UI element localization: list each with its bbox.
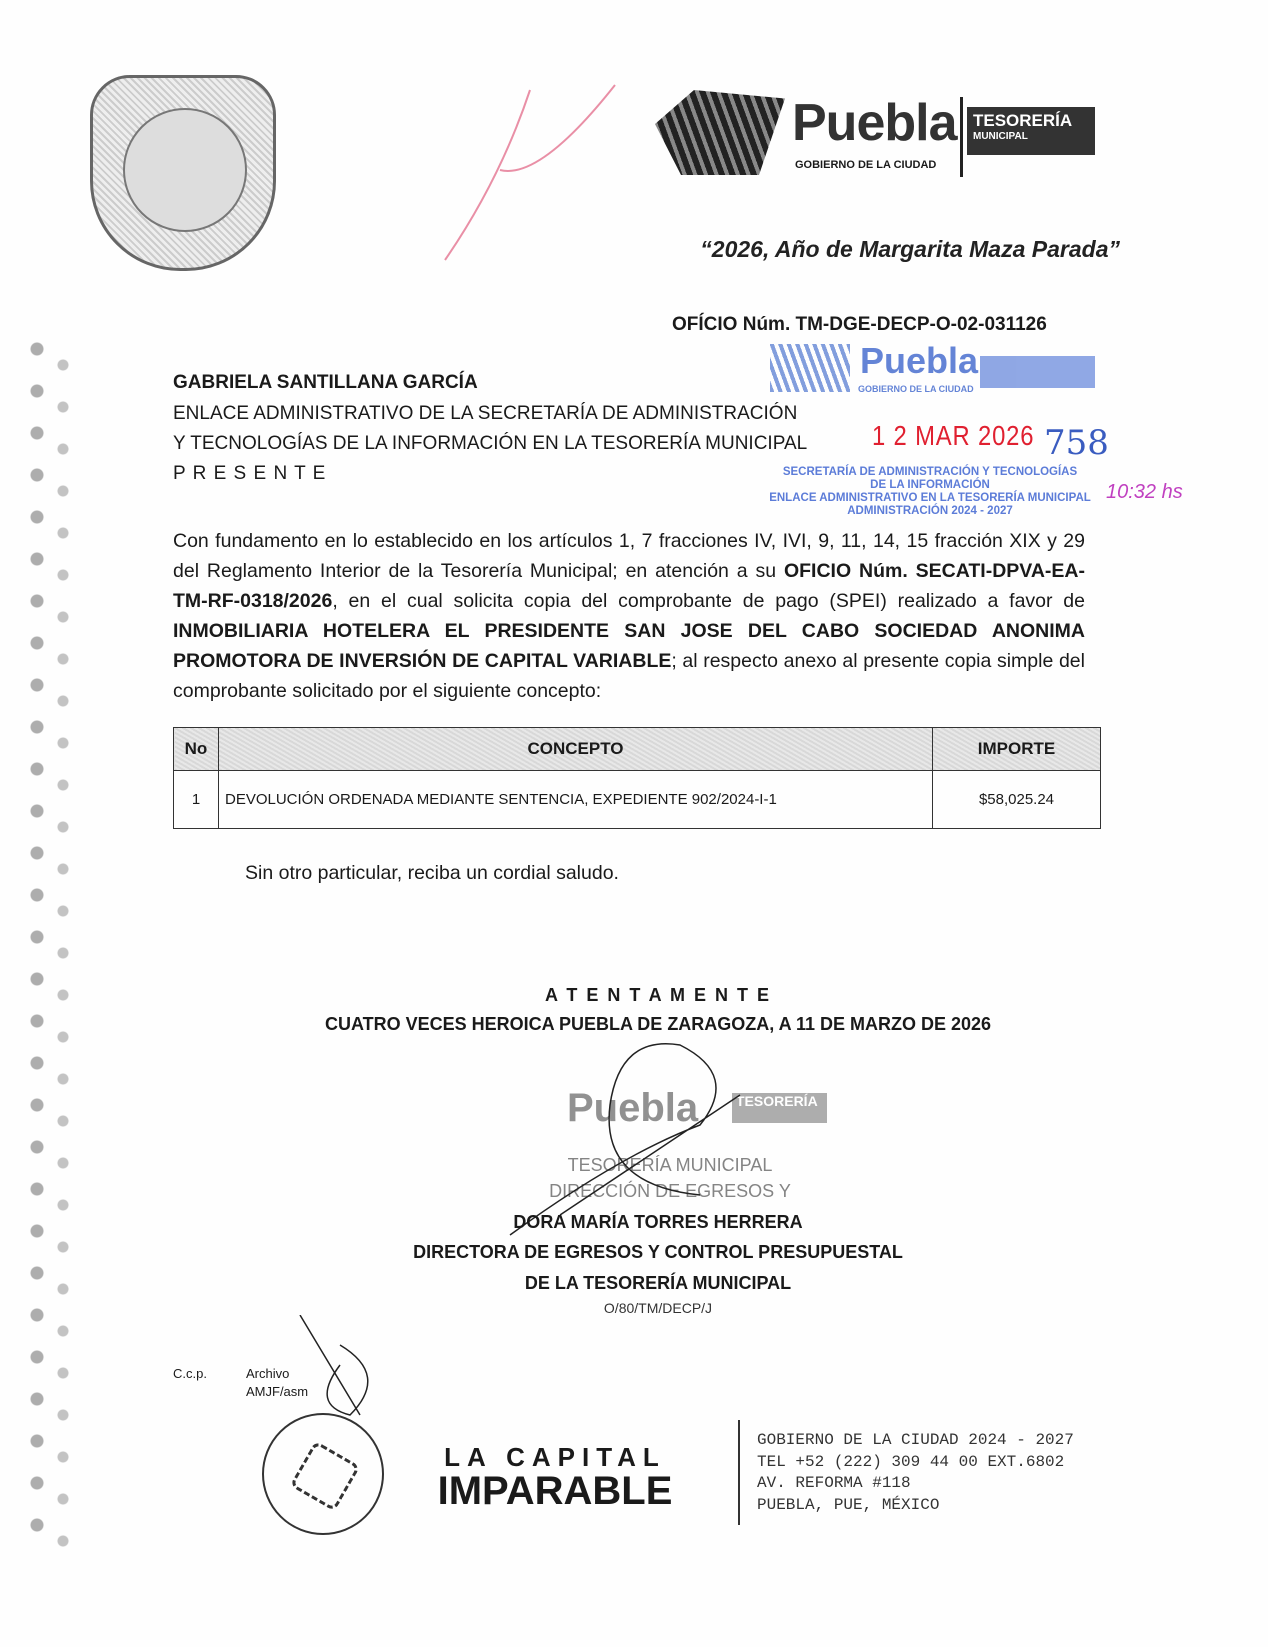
- brand-line-1: LA CAPITAL: [444, 1442, 666, 1472]
- logo-emblem-icon: [655, 90, 785, 175]
- signer-name: DORA MARÍA TORRES HERRERA: [513, 1212, 803, 1232]
- reception-folio: 758: [1044, 423, 1109, 463]
- stamp-text-2: DE LA INFORMACIÓN: [870, 479, 990, 491]
- cell-concepto: DEVOLUCIÓN ORDENADA MEDIANTE SENTENCIA, EXPEDIENTE 902/2024-I-1: [219, 771, 933, 829]
- stamp-text-4: ADMINISTRACIÓN 2024 - 2027: [847, 505, 1013, 517]
- reception-stamp-text: [760, 466, 1100, 518]
- cell-importe: $58,025.24: [933, 771, 1101, 829]
- stamp-text-3: ENLACE ADMINISTRATIVO EN LA TESORERÍA MUNICIPAL: [769, 492, 1091, 504]
- cell-no: 1: [174, 771, 219, 829]
- stamp-emblem-icon: [770, 344, 850, 392]
- logo-box: [967, 107, 1095, 155]
- recipient-name: GABRIELA SANTILLANA GARCÍA: [173, 372, 478, 393]
- concept-table: [173, 727, 1101, 829]
- footer-line: PUEBLA, PUE, MÉXICO: [757, 1495, 940, 1514]
- body-paragraph: [173, 526, 1085, 706]
- logo-sub: GOBIERNO DE LA CIUDAD: [795, 159, 937, 171]
- header-importe: IMPORTE: [933, 728, 1101, 771]
- signer-title-1: DIRECTORA DE EGRESOS Y CONTROL PRESUPUESTAL: [413, 1242, 903, 1262]
- stamp-logo-sub: GOBIERNO DE LA CIUDAD: [858, 384, 974, 394]
- footer-contact: [757, 1430, 1074, 1516]
- reception-date: 1 2 MAR 2026: [872, 420, 1035, 451]
- la-capital-imparable-logo: [405, 1442, 705, 1513]
- sig-stamp-line-2: DIRECCIÓN DE EGRESOS Y: [549, 1181, 791, 1201]
- table-header: [174, 728, 1101, 771]
- footer-line: GOBIERNO DE LA CIUDAD 2024 - 2027: [757, 1431, 1074, 1449]
- ccp-label: C.c.p.: [173, 1366, 207, 1381]
- presente: P R E S E N T E: [173, 463, 327, 484]
- body-text: ; al respecto anexo al presente copia simple del comprobante solicitado por el siguiente concepto:: [173, 650, 1085, 702]
- recipient-title-2: Y TECNOLOGÍAS DE LA INFORMACIÓN EN LA TESORERÍA MUNICIPAL: [173, 433, 808, 454]
- logo-word: Puebla: [792, 94, 957, 152]
- logo-box-title: TESORERÍA: [973, 111, 1073, 130]
- header-no: No: [174, 728, 219, 771]
- ccp-line-2: AMJF/asm: [246, 1384, 309, 1399]
- handwritten-time: 10:32 hs: [1106, 481, 1183, 503]
- pen-mark: [440, 80, 620, 270]
- closing: Sin otro particular, reciba un cordial saludo.: [245, 862, 619, 884]
- atentamente: A T E N T A M E N T E: [545, 985, 771, 1005]
- referenced-oficio: OFICIO Núm. SECATI-DPVA-EA-TM-RF-0318/2026: [173, 560, 1085, 612]
- recipient-title-1: ENLACE ADMINISTRATIVO DE LA SECRETARÍA DE ADMINISTRACIÓN: [173, 403, 798, 424]
- sig-stamp-line-1: TESORERÍA MUNICIPAL: [567, 1155, 773, 1175]
- ccp-line-1: Archivo: [246, 1366, 290, 1381]
- equality-norm-badge-icon: [262, 1413, 384, 1535]
- logo-box-sub: MUNICIPAL: [973, 131, 1028, 142]
- footer-divider: [738, 1420, 740, 1525]
- year-motto: “2026, Año de Margarita Maza Parada”: [700, 236, 1120, 262]
- body-text: Con fundamento en lo establecido en los artículos 1, 7 fracciones IV, IVI, 9, 11, 14, 15 fracción XIX y 29 del Reglamento Interior de la Tesorería Municipal; en atención a su: [173, 530, 1085, 582]
- reference-code: O/80/TM/DECP/J: [603, 1300, 713, 1316]
- sig-stamp-box: TESORERÍA: [732, 1093, 827, 1123]
- city-seal: [90, 75, 276, 271]
- initials-mark: [250, 1315, 380, 1425]
- oficio-number: OFÍCIO Núm. TM-DGE-DECP-O-02-031126: [672, 314, 1047, 335]
- brand-line-2: IMPARABLE: [437, 1469, 673, 1513]
- signer-title-2: DE LA TESORERÍA MUNICIPAL: [524, 1273, 792, 1293]
- footer-line: AV. REFORMA #118: [757, 1474, 911, 1492]
- stamp-text-1: SECRETARÍA DE ADMINISTRACIÓN Y TECNOLOGÍAS: [782, 466, 1078, 478]
- reception-stamp-logo: [770, 340, 1095, 396]
- stamp-logo-word: Puebla: [860, 340, 979, 381]
- sig-stamp-word: Puebla: [567, 1086, 699, 1130]
- beneficiary: INMOBILIARIA HOTELERA EL PRESIDENTE SAN JOSE DEL CABO SOCIEDAD ANONIMA PROMOTORA DE INVERSIÓN DE CAPITAL VARIABLE: [173, 620, 1085, 672]
- table-row: [174, 771, 1101, 829]
- puebla-tesoreria-logo: [655, 85, 1095, 180]
- place-date: CUATRO VECES HEROICA PUEBLA DE ZARAGOZA, A 11 DE MARZO DE 2026: [324, 1014, 992, 1034]
- header-concepto: CONCEPTO: [219, 728, 933, 771]
- decorative-border: [25, 335, 80, 1560]
- footer-line: TEL +52 (222) 309 44 00 EXT.6802: [757, 1452, 1065, 1471]
- body-text: , en el cual solicita copia del comprobante de pago (SPEI) realizado a favor de: [332, 590, 1085, 612]
